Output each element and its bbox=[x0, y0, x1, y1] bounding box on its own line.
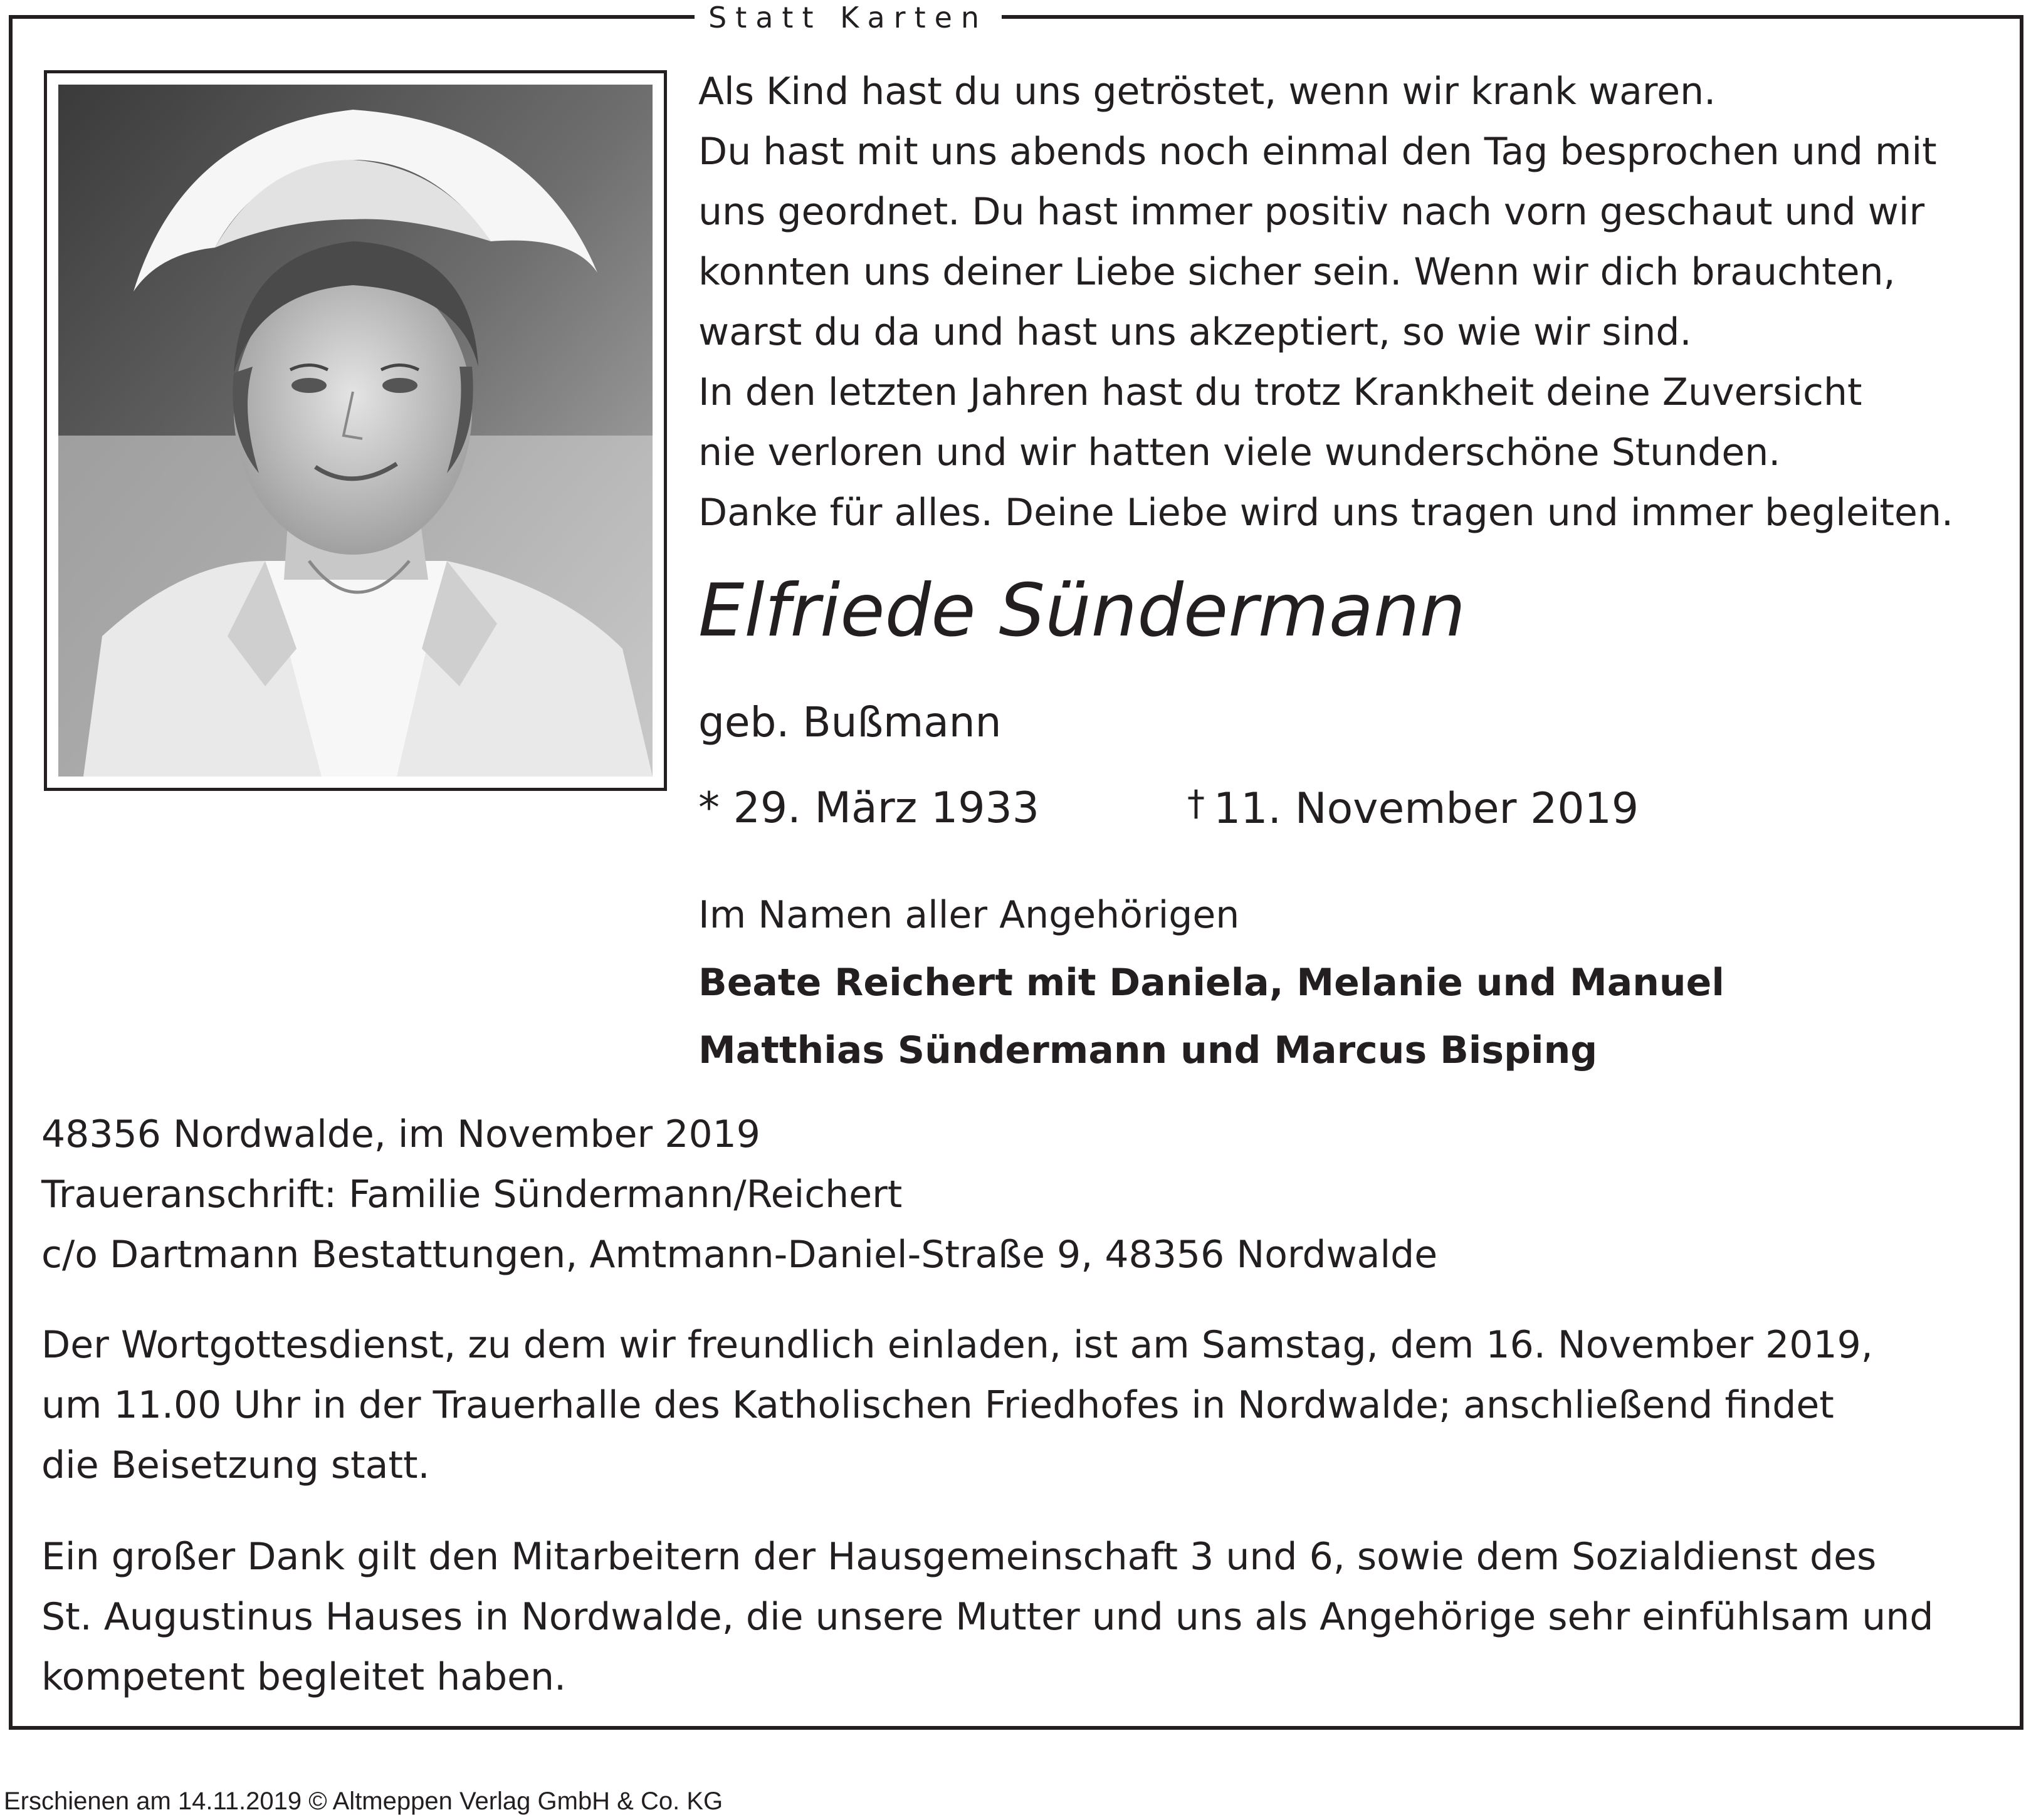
service-line: Der Wortgottesdienst, zu dem wir freundlich einladen, ist am Samstag, dem 16. November 2019, bbox=[41, 1323, 1873, 1367]
cross-icon: † bbox=[1187, 783, 1205, 824]
poem-line: warst du da und hast uns akzeptiert, so wie wir sind. bbox=[698, 310, 1692, 354]
deceased-name: Elfriede Sündermann bbox=[698, 568, 1466, 653]
poem-text bbox=[698, 61, 2002, 543]
thanks-line: Ein großer Dank gilt den Mitarbeitern der Hausgemeinschaft 3 und 6, sowie dem Sozialdienst des bbox=[41, 1535, 1877, 1579]
portrait-photo bbox=[44, 70, 667, 791]
mourners-line: Matthias Sündermann und Marcus Bisping bbox=[698, 1028, 1598, 1072]
poem-line: nie verloren und wir hatten viele wunderschöne Stunden. bbox=[698, 431, 1781, 474]
birth-date: * 29. März 1933 bbox=[698, 783, 1040, 833]
portrait-illustration bbox=[58, 85, 653, 777]
statt-karten-label: Statt Karten bbox=[695, 1, 1002, 34]
mourners-intro: Im Namen aller Angehörigen bbox=[698, 893, 1240, 937]
address-block bbox=[41, 1104, 1437, 1285]
poem-line: Du hast mit uns abends noch einmal den Tag besprochen und mit bbox=[698, 130, 1937, 174]
service-line: die Beisetzung statt. bbox=[41, 1443, 430, 1487]
poem-line: konnten uns deiner Liebe sicher sein. Wenn wir dich brauchten, bbox=[698, 250, 1896, 294]
address-line: 48356 Nordwalde, im November 2019 bbox=[41, 1112, 760, 1156]
mourners bbox=[698, 881, 1724, 1084]
poem-line: In den letzten Jahren hast du trotz Krankheit deine Zuversicht bbox=[698, 370, 1862, 414]
maiden-name: geb. Bußmann bbox=[698, 698, 1002, 746]
death-date-group bbox=[1187, 783, 1639, 834]
service-paragraph bbox=[41, 1315, 1991, 1495]
address-line: c/o Dartmann Bestattungen, Amtmann-Daniel-Straße 9, 48356 Nordwalde bbox=[41, 1233, 1438, 1277]
poem-line: Danke für alles. Deine Liebe wird uns tragen und immer begleiten. bbox=[698, 491, 1954, 535]
thanks-line: kompetent begleitet haben. bbox=[41, 1655, 567, 1699]
life-dates bbox=[698, 783, 1639, 834]
poem-line: uns geordnet. Du hast immer positiv nach vorn geschaut und wir bbox=[698, 190, 1925, 234]
thanks-line: St. Augustinus Hauses in Nordwalde, die unsere Mutter und uns als Angehörige sehr einfühlsam und bbox=[41, 1595, 1934, 1639]
service-line: um 11.00 Uhr in der Trauerhalle des Katholischen Friedhofes in Nordwalde; anschließend findet bbox=[41, 1383, 1834, 1427]
address-line: Traueranschrift: Familie Sündermann/Reichert bbox=[41, 1173, 903, 1216]
mourners-line: Beate Reichert mit Daniela, Melanie und Manuel bbox=[698, 961, 1724, 1005]
poem-line: Als Kind hast du uns getröstet, wenn wir krank waren. bbox=[698, 70, 1716, 113]
thanks-paragraph bbox=[41, 1527, 1991, 1707]
publication-footer: Erschienen am 14.11.2019 © Altmeppen Verlag GmbH & Co. KG bbox=[4, 1787, 723, 1815]
death-date: 11. November 2019 bbox=[1214, 784, 1639, 834]
